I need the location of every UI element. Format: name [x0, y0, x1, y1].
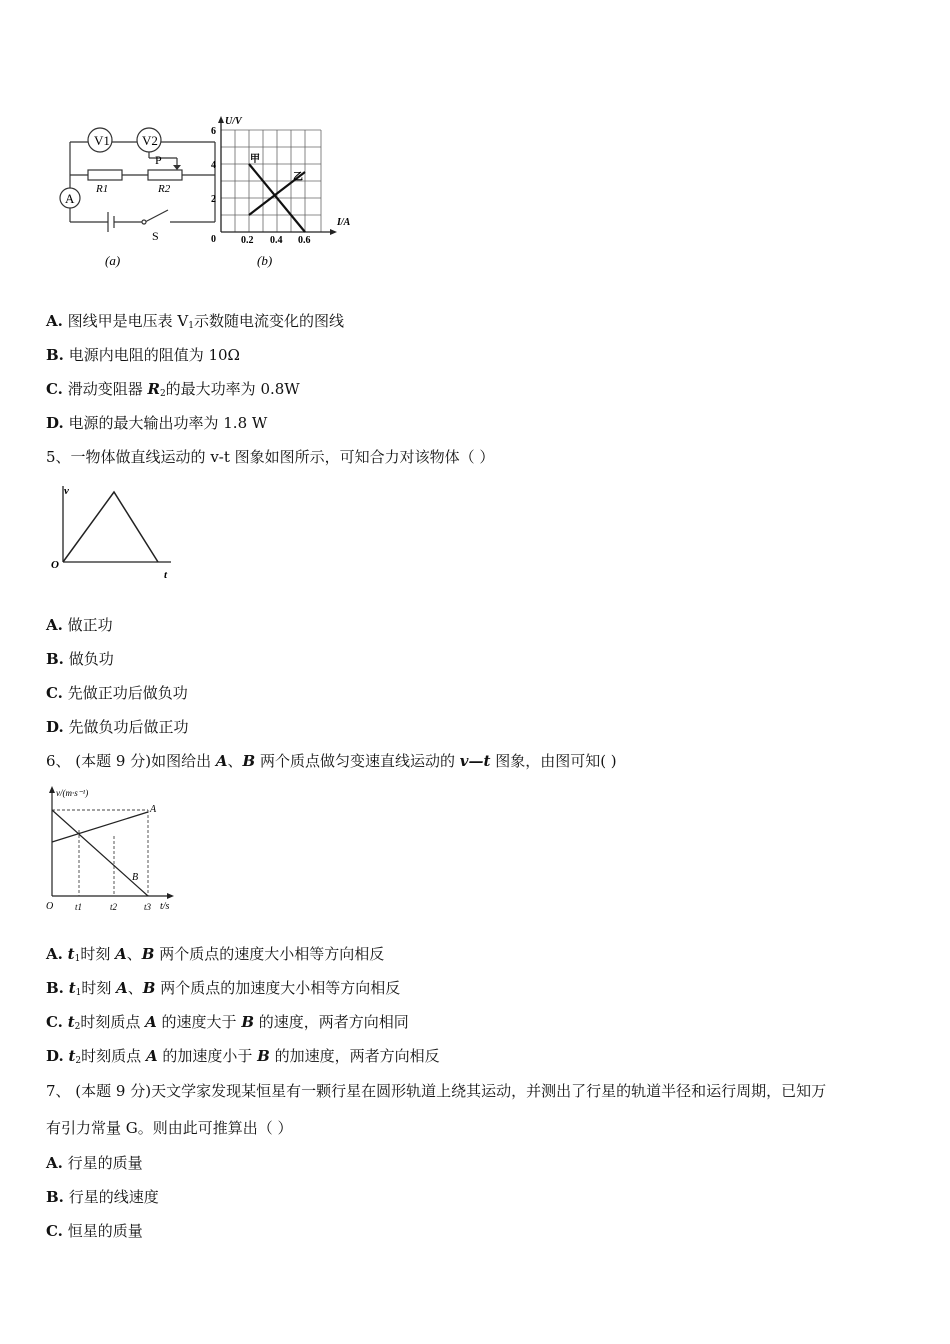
q7-option-b	[46, 1187, 159, 1207]
option-label: D.	[46, 1047, 64, 1065]
v2-label: V2	[142, 133, 158, 148]
q5-option-a	[46, 615, 113, 635]
option-label: C.	[46, 1013, 63, 1031]
y-tick: 6	[211, 126, 216, 137]
subscript: 1	[188, 321, 194, 331]
line-a	[52, 812, 148, 842]
ammeter-label: A	[65, 191, 75, 206]
variable-b: B	[142, 979, 156, 997]
variable-t: t	[67, 945, 75, 963]
option-text: 恒星的质量	[67, 1222, 143, 1240]
option-label: A.	[46, 1154, 63, 1172]
q4-option-a	[46, 311, 344, 336]
v-axis-label: v	[64, 485, 69, 497]
option-label: B.	[46, 650, 64, 668]
ui-graph	[205, 112, 365, 277]
option-label: A.	[46, 616, 63, 634]
variable-b: B	[241, 1013, 255, 1031]
q5-option-c	[46, 683, 188, 703]
line-b-label: B	[132, 872, 139, 883]
r2-label: R2	[158, 183, 171, 195]
q6-option-a	[46, 944, 384, 969]
q4-option-d	[46, 413, 267, 433]
option-text: 时刻	[80, 945, 116, 963]
variable-t: t	[67, 1013, 75, 1031]
variable-a: A	[115, 945, 127, 963]
v1-label: V1	[94, 133, 110, 148]
y-tick: 0	[211, 234, 216, 245]
q5-option-d	[46, 717, 189, 737]
origin-label: O	[51, 559, 59, 571]
option-text: 电源内电阻的阻值为 10Ω	[68, 346, 240, 364]
origin-label: O	[46, 901, 54, 912]
option-text: 的加速度，两者方向相反	[269, 1047, 440, 1065]
variable-b: B	[242, 752, 256, 770]
variable-t: t	[68, 979, 76, 997]
option-text: 的加速度小于	[157, 1047, 258, 1065]
variable-a: A	[116, 979, 128, 997]
circuit-caption: (a)	[105, 253, 121, 268]
variable-t: t	[68, 1047, 76, 1065]
q5-option-b	[46, 649, 114, 669]
variable-a: A	[215, 752, 228, 770]
q4-option-b	[46, 345, 240, 365]
option-text: 滑动变阻器	[67, 380, 148, 398]
x-axis-label: I/A	[337, 217, 351, 228]
option-text: 先做正功后做负功	[67, 684, 188, 702]
stem-text: 6、 (本题 9 分)如图给出	[46, 752, 216, 770]
line-b	[52, 810, 148, 896]
x-tick: 0.2	[241, 235, 254, 246]
option-label: B.	[46, 1188, 64, 1206]
variable: R	[147, 380, 160, 398]
t1-label: t1	[75, 902, 83, 912]
q5-stem: 5、一物体做直线运动的 v-t 图象如图所示，可知合力对该物体（ ）	[46, 448, 495, 466]
line-a-label: A	[150, 804, 157, 815]
subscript: 1	[74, 954, 81, 964]
option-text: 电源的最大输出功率为 1.8 W	[68, 414, 268, 432]
line-jia-label: 甲	[250, 154, 260, 165]
t2-label: t2	[110, 902, 118, 912]
q5-vt-graph	[46, 480, 181, 585]
switch-label: S	[152, 229, 159, 243]
subscript: 2	[74, 1022, 81, 1032]
option-text: 、	[126, 945, 142, 963]
circuit-diagram	[50, 120, 225, 275]
q4-option-c	[46, 379, 300, 404]
option-text: 的速度大于	[156, 1013, 242, 1031]
variable-b: B	[257, 1047, 270, 1065]
option-label: C.	[46, 684, 63, 702]
option-text: 做负功	[68, 650, 114, 668]
option-text: 做正功	[67, 616, 113, 634]
option-label: A.	[46, 312, 63, 330]
t3-label: t3	[144, 902, 152, 912]
y-tick: 2	[211, 194, 216, 205]
graph-caption: (b)	[257, 253, 273, 268]
stem-text: 两个质点做匀变速直线运动的	[255, 752, 460, 770]
q7-option-a	[46, 1153, 143, 1173]
option-label: B.	[46, 346, 64, 364]
q7-stem-line1: 7、 (本题 9 分)天文学家发现某恒星有一颗行星在圆形轨道上绕其运动，并测出了行星的轨道半径和运行周期，已知万	[46, 1082, 827, 1100]
option-label: B.	[46, 979, 64, 997]
option-label: C.	[46, 1222, 63, 1240]
option-label: D.	[46, 718, 64, 736]
line-yi-label: 乙	[293, 172, 303, 183]
t-axis-label: t	[164, 569, 168, 581]
option-text: 时刻	[81, 979, 117, 997]
option-text: 时刻质点	[80, 1013, 146, 1031]
y-axis-label: v/(m·s⁻¹)	[56, 788, 89, 798]
option-label: D.	[46, 414, 64, 432]
option-text: 示数随电流变化的图线	[194, 312, 345, 330]
variable-b: B	[141, 945, 155, 963]
q7-stem-line2: 有引力常量 G。则由此可推算出（ ）	[46, 1119, 293, 1137]
option-text: 两个质点的速度大小相等方向相反	[154, 945, 385, 963]
option-text: 的最大功率为 0.8W	[165, 380, 300, 398]
x-axis-label: t/s	[160, 901, 170, 912]
stem-text: 、	[227, 752, 243, 770]
option-text: 的速度，两者方向相同	[254, 1013, 409, 1031]
option-text: 先做负功后做正功	[68, 718, 189, 736]
option-text: 时刻质点	[81, 1047, 146, 1065]
option-text: 行星的质量	[67, 1154, 143, 1172]
variable-a: A	[145, 1013, 157, 1031]
subscript: 2	[75, 1056, 82, 1066]
option-text: 、	[127, 979, 143, 997]
stem-text: 图象，由图可知( )	[490, 752, 617, 770]
option-text: 两个质点的加速度大小相等方向相反	[155, 979, 401, 997]
option-text: 行星的线速度	[68, 1188, 159, 1206]
q7-option-c	[46, 1221, 143, 1241]
subscript: 1	[75, 988, 82, 998]
q6-stem	[46, 751, 617, 771]
q6-option-c	[46, 1012, 409, 1037]
q6-option-d	[46, 1046, 440, 1071]
option-text: 图线甲是电压表 V	[67, 312, 189, 330]
y-axis-label: U/V	[225, 116, 242, 127]
option-label: C.	[46, 380, 63, 398]
x-tick: 0.6	[298, 235, 311, 246]
slider-label: P	[155, 153, 162, 167]
q6-vt-graph	[44, 784, 184, 914]
option-label: A.	[46, 945, 63, 963]
variable-a: A	[145, 1047, 158, 1065]
r1-label: R1	[96, 183, 109, 195]
variable-vt: v—t	[459, 752, 491, 770]
y-tick: 4	[211, 160, 216, 171]
vt-line	[63, 492, 158, 562]
subscript: 2	[159, 389, 166, 399]
q6-option-b	[46, 978, 400, 1003]
x-tick: 0.4	[270, 235, 283, 246]
